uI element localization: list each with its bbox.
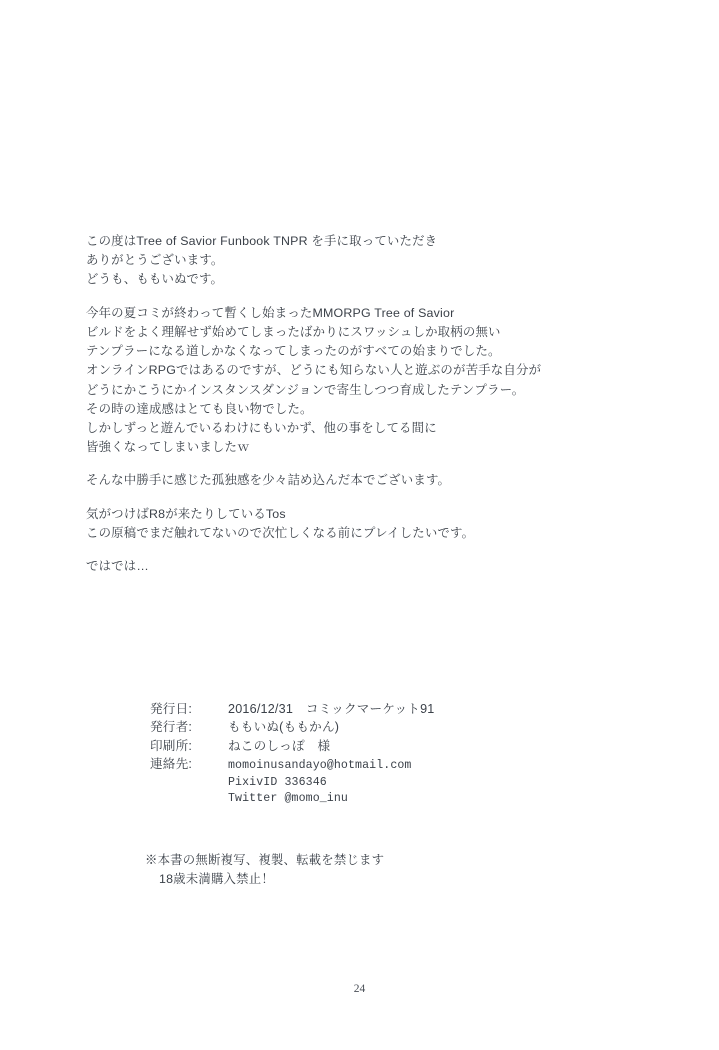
afterword-note-line: この原稿でまだ触れてないので次忙しくなる前にプレイしたいです。 [86, 525, 475, 540]
afterword-farewell: ではでは… [86, 559, 149, 574]
colophon-twitter-handle: Twitter @momo_inu [228, 792, 348, 806]
afterword-line: ありがとうございます。 [86, 253, 224, 268]
colophon-row [150, 718, 435, 736]
notice-section [145, 851, 384, 889]
paragraph-gap [86, 290, 646, 304]
afterword-body-line: オンラインRPGではあるのですが、どうにも知らない人と遊ぶのが苦手な自分が [86, 363, 542, 378]
colophon-label: 印刷所: [150, 738, 193, 753]
paragraph-gap [86, 491, 646, 505]
afterword-section [86, 232, 646, 576]
colophon-label: 発行者: [150, 720, 193, 735]
afterword-body-line: その時の達成感はとても良い物でした。 [86, 401, 313, 416]
page-number: 24 [353, 983, 366, 995]
colophon-label: 発行日: [150, 702, 193, 716]
afterword-body-line: 今年の夏コミが終わって暫くし始まったMMORPG Tree of Savior [86, 305, 455, 320]
afterword-body-line: しかしずっと遊んでいるわけにもいかず、他の事をしてる間に [86, 420, 437, 435]
colophon-row [150, 755, 435, 775]
colophon-value: ねこのしっぽ 様 [228, 738, 331, 753]
afterword-body-line: テンプラーになる道しかなくなってしまったのがすべての始まりでした。 [86, 344, 501, 359]
colophon-row [150, 737, 435, 755]
colophon-value: 2016/12/31 コミックマーケット91 [228, 702, 435, 716]
afterword-closing-line: そんな中勝手に感じた孤独感を少々詰め込んだ本でございます。 [86, 473, 451, 488]
colophon-row [150, 700, 435, 718]
afterword-body-line: 皆強くなってしまいましたｗ [86, 440, 250, 455]
paragraph-gap [86, 457, 646, 471]
colophon-label: 連絡先: [150, 756, 193, 771]
afterword-body-line: どうにかこうにかインスタンスダンジョンで寄生しつつ育成したテンプラー。 [86, 382, 525, 397]
colophon-section [150, 700, 435, 808]
afterword-line: この度はTree of Savior Funbook TNPR を手に取っていただき [86, 234, 438, 248]
afterword-note-line: 気がつけばR8が来たりしているTos [86, 506, 286, 521]
colophon-value-email: momoinusandayo@hotmail.com [228, 758, 412, 772]
colophon-pixiv-id: PixivID 336346 [228, 775, 327, 789]
paragraph-gap [86, 543, 646, 557]
notice-copyright-line: ※本書の無断複写、複製、転載を禁じます [145, 853, 385, 867]
notice-age-restriction-line: 18歳未満購入禁止！ [159, 872, 274, 887]
afterword-line: どうも、ももいぬです。 [86, 272, 224, 287]
colophon-value: ももいぬ(ももかん) [228, 720, 340, 735]
afterword-body-line: ビルドをよく理解せず始めてしまったばかりにスワッシュしか取柄の無い [86, 324, 501, 339]
